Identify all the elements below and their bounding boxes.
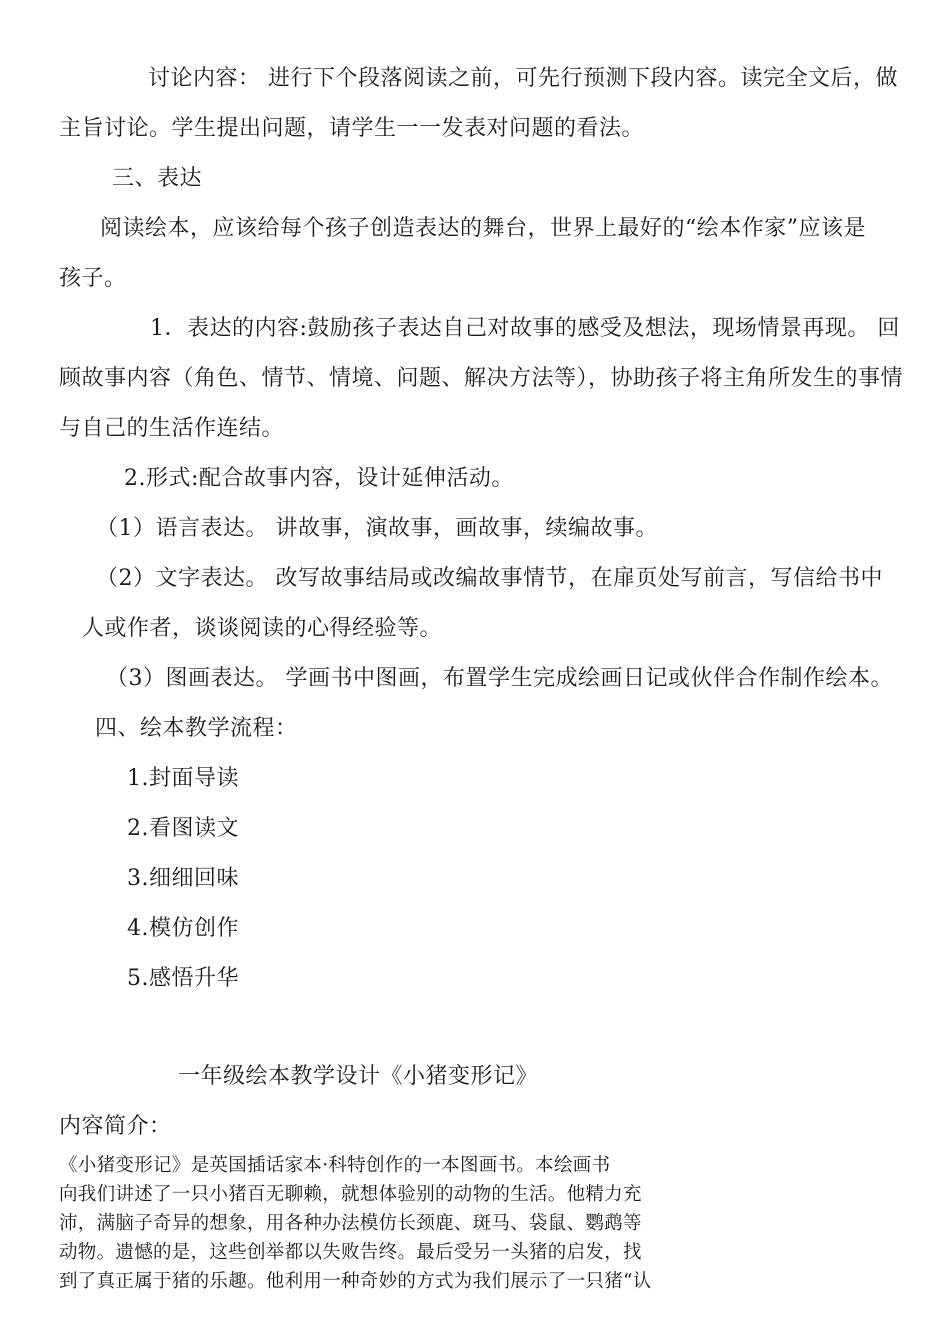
discussion-line-1: 讨论内容： 进行下个段落阅读之前，可先行预测下段内容。读完全文后，做 xyxy=(148,66,898,91)
expression-intro-line-1: 阅读绘本，应该给每个孩子创造表达的舞台，世界上最好的“绘本作家”应该是 xyxy=(100,216,866,241)
flow-step-2: 2.看图读文 xyxy=(127,816,239,841)
sub-item-1: （1）语言表达。 讲故事，演故事，画故事，续编故事。 xyxy=(96,516,658,541)
flow-step-1: 1.封面导读 xyxy=(127,766,239,791)
item-1-line-1: 1．表达的内容:鼓励孩子表达自己对故事的感受及想法，现场情景再现。 回 xyxy=(150,316,900,341)
summary-line-2: 向我们讲述了一只小猪百无聊赖，就想体验别的动物的生活。他精力充 xyxy=(59,1184,642,1205)
flow-step-5: 5.感悟升华 xyxy=(127,966,239,991)
flow-step-4: 4.模仿创作 xyxy=(127,916,239,941)
sub-item-2-line-2: 人或作者，谈谈阅读的心得经验等。 xyxy=(82,616,443,641)
section-4-heading: 四、绘本教学流程： xyxy=(95,716,298,741)
summary-line-4: 动物。遗憾的是，这些创举都以失败告终。最后受另一头猪的启发，找 xyxy=(59,1242,642,1263)
item-2: 2.形式:配合故事内容，设计延伸活动。 xyxy=(124,466,514,491)
item-1-line-2: 顾故事内容（角色、情节、情境、问题、解决方法等），协助孩子将主角所发生的事情 xyxy=(59,366,904,391)
lesson-title: 一年级绘本教学设计《小猪变形记》 xyxy=(178,1064,539,1089)
item-1-line-3: 与自己的生活作连结。 xyxy=(59,416,285,441)
summary-line-5: 到了真正属于猪的乐趣。他利用一种奇妙的方式为我们展示了一只猪“认 xyxy=(59,1271,652,1292)
discussion-line-2: 主旨讨论。学生提出问题，请学生一一发表对问题的看法。 xyxy=(59,116,645,141)
summary-line-1: 《小猪变形记》是英国插话家本·科特创作的一本图画书。本绘画书 xyxy=(59,1155,611,1176)
summary-line-3: 沛，满脑子奇异的想象，用各种办法模仿长颈鹿、斑马、袋鼠、鹦鹉等 xyxy=(59,1213,642,1234)
sub-item-2-line-1: （2）文字表达。 改写故事结局或改编故事情节，在扉页处写前言，写信给书中 xyxy=(96,566,883,591)
section-3-heading: 三、表达 xyxy=(112,166,203,191)
summary-heading: 内容简介： xyxy=(59,1114,172,1139)
flow-step-3: 3.细细回味 xyxy=(127,866,239,891)
sub-item-3: （3）图画表达。 学画书中图画，布置学生完成绘画日记或伙伴合作制作绘本。 xyxy=(106,666,893,691)
expression-intro-line-2: 孩子。 xyxy=(59,266,127,291)
